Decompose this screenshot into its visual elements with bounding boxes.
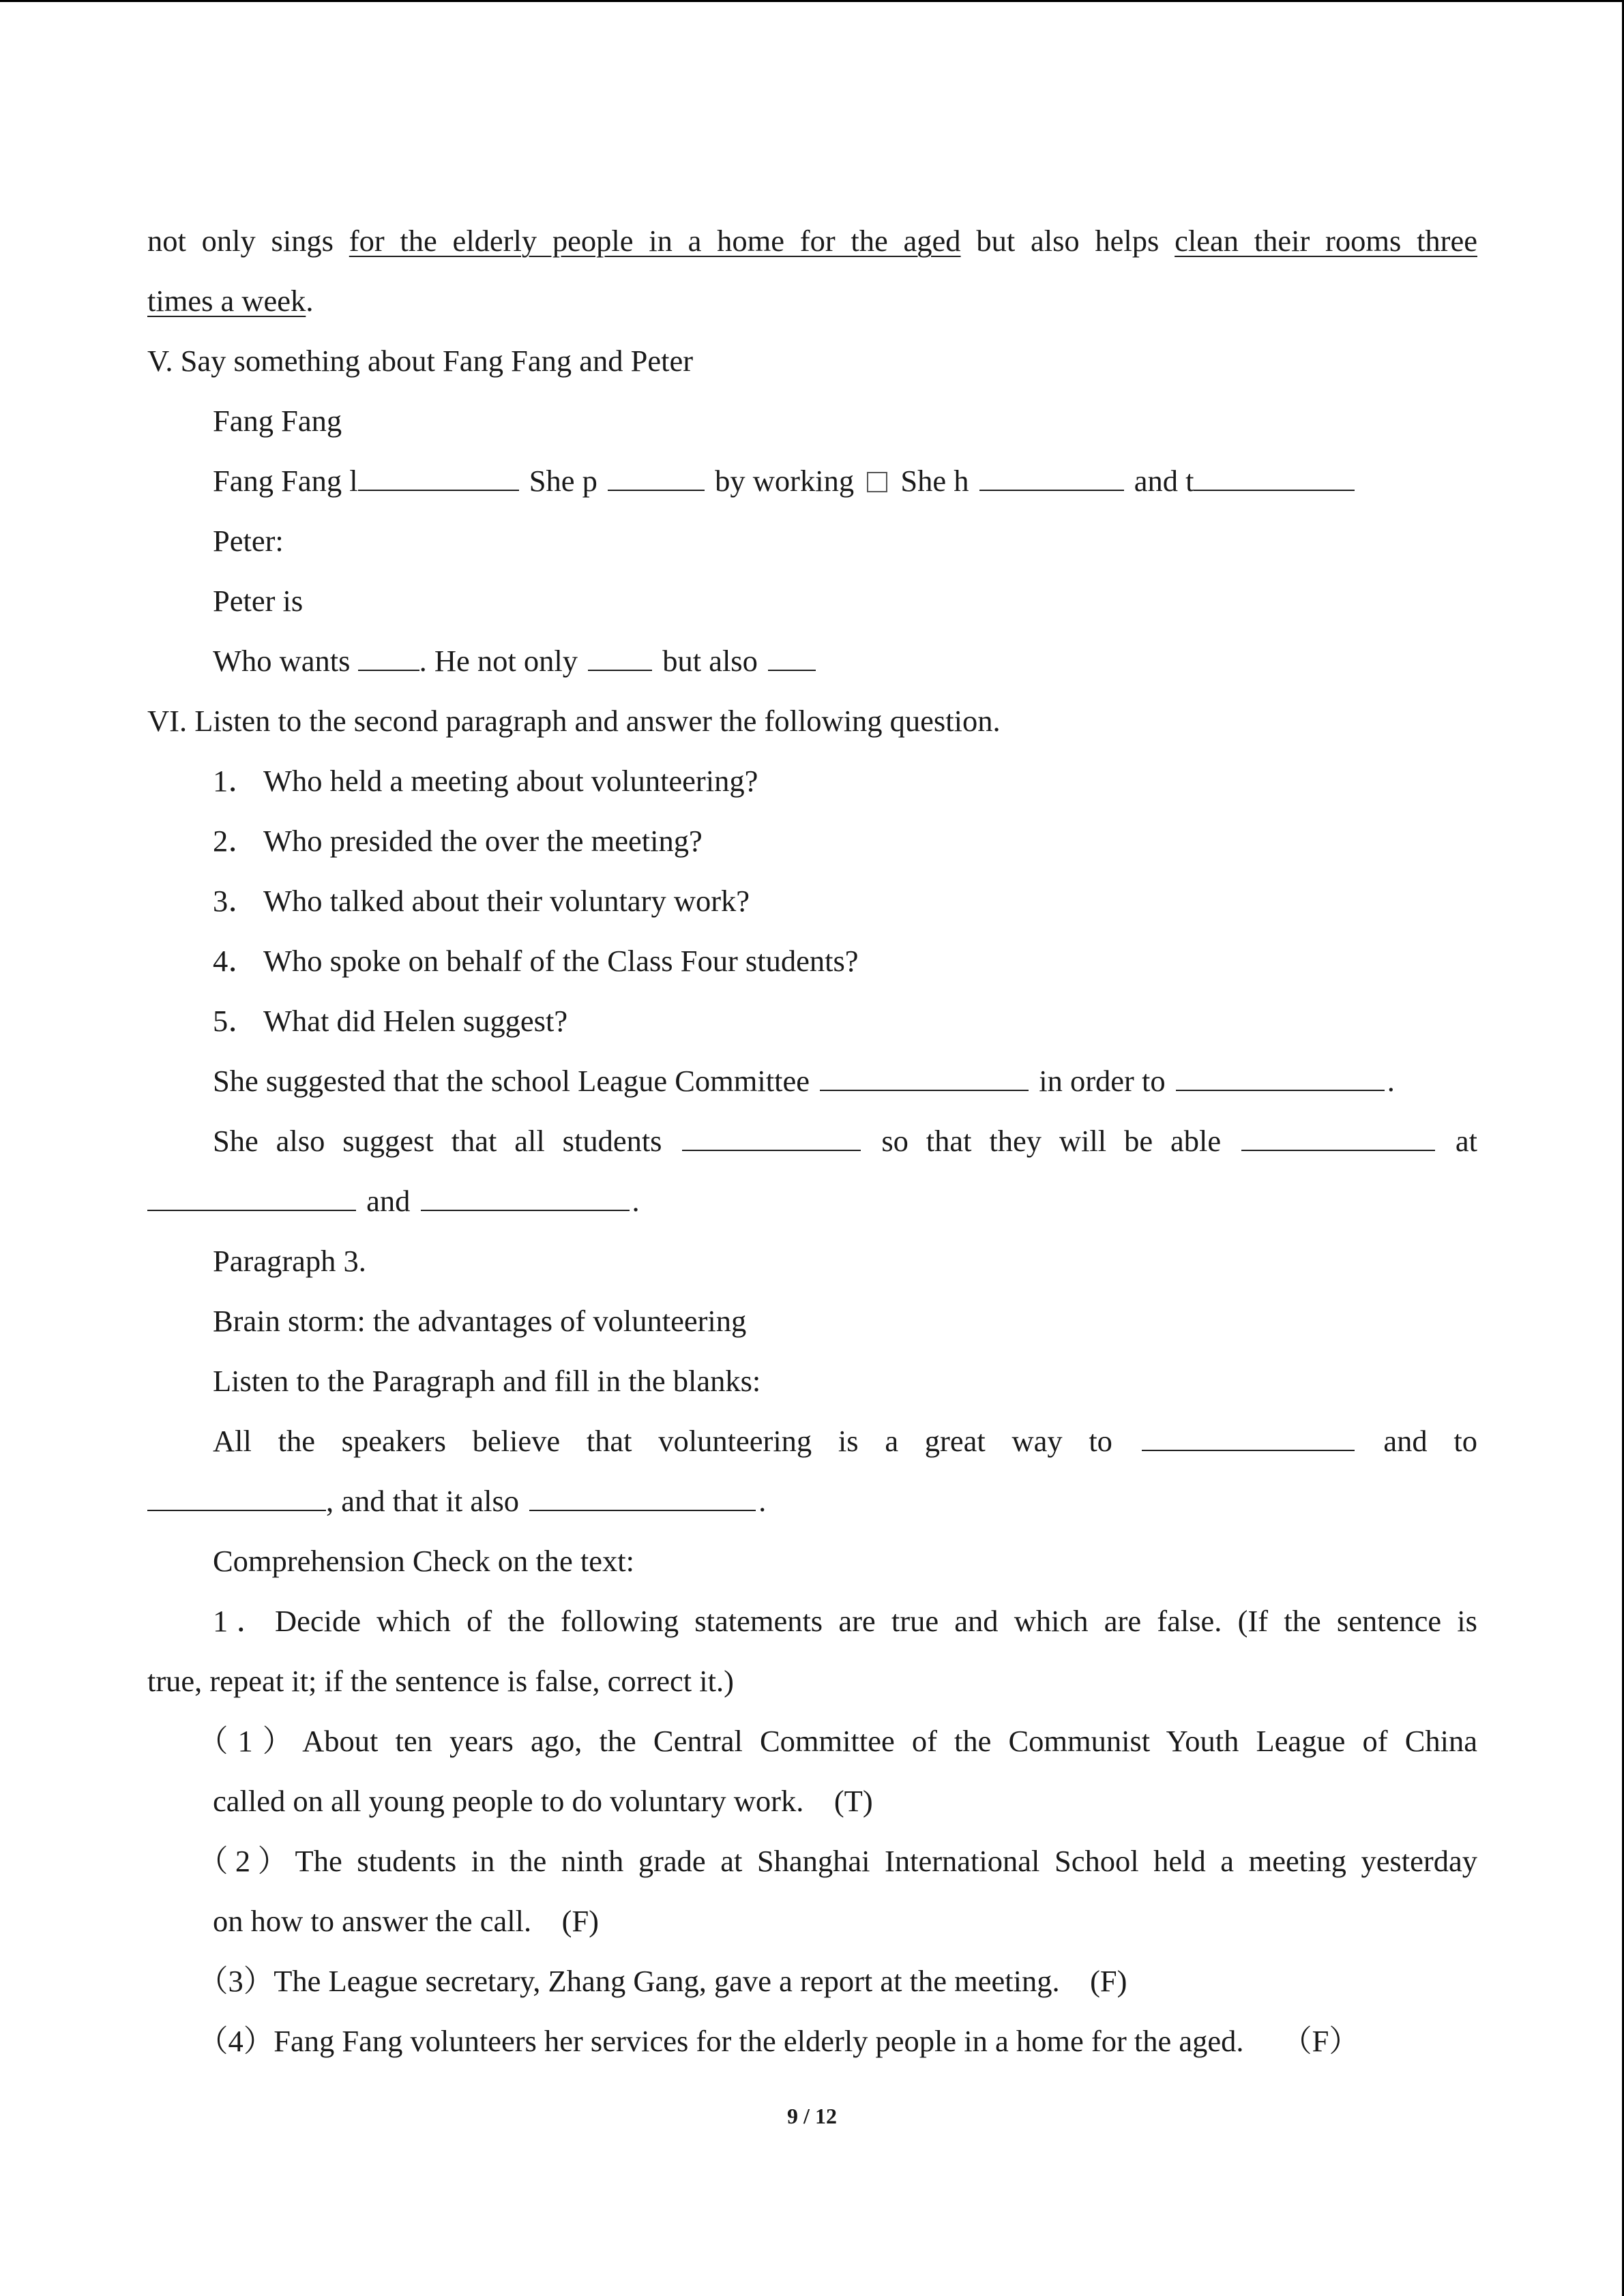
fill-blank[interactable] [1194, 465, 1355, 491]
continuation-line-1 [147, 211, 1477, 271]
question-text: Who spoke on behalf of the Class Four students? [263, 944, 859, 978]
text-run: in order to [1031, 1064, 1173, 1098]
speakers-line-1 [147, 1411, 1477, 1471]
fill-blank[interactable] [358, 645, 419, 671]
fill-blank[interactable] [820, 1065, 1029, 1091]
fill-blank[interactable] [608, 465, 705, 491]
question-number: 4． [213, 944, 259, 978]
suggestion-line-3 [147, 1171, 1477, 1231]
question-4 [147, 931, 1477, 991]
document-body [147, 211, 1477, 2071]
underlined-phrase: times a week [147, 284, 306, 318]
fill-blank[interactable] [979, 465, 1124, 491]
text-run: . [632, 1184, 640, 1218]
continuation-line-2 [147, 271, 1477, 331]
text-run: but also helps [960, 224, 1175, 258]
listen-instruction: Listen to the Paragraph and fill in the blanks: [213, 1364, 761, 1398]
text-run: . He not only [419, 644, 586, 678]
question-text: Who held a meeting about volunteering? [263, 764, 758, 798]
question-1 [147, 751, 1477, 811]
text-run: She suggested that the school League Committee [213, 1064, 818, 1098]
statement-2-line-2: on how to answer the call. (F) [213, 1904, 600, 1938]
fill-blank[interactable] [768, 645, 816, 671]
peter-title: Peter: [213, 524, 284, 558]
text-run: Who wants [213, 644, 358, 678]
question-number: 5． [213, 1004, 259, 1038]
fill-blank[interactable] [147, 1185, 356, 1211]
checkbox-glyph-icon [867, 472, 887, 492]
speakers-line-2 [147, 1471, 1477, 1531]
text-run: at [1455, 1124, 1477, 1158]
fang-fang-fill-line [147, 451, 1477, 511]
suggestion-line-1 [147, 1051, 1477, 1111]
brain-storm-line: Brain storm: the advantages of volunteering [213, 1304, 747, 1338]
fill-blank[interactable] [588, 645, 652, 671]
text-run: and t [1126, 464, 1194, 498]
question-3 [147, 871, 1477, 931]
fang-fang-title: Fang Fang [213, 404, 342, 438]
fill-blank[interactable] [147, 1485, 326, 1511]
fill-blank[interactable] [529, 1485, 756, 1511]
fill-blank[interactable] [358, 465, 519, 491]
paragraph-3-title: Paragraph 3. [213, 1244, 366, 1278]
text-run: and to [1383, 1424, 1477, 1458]
text-run: and [359, 1184, 418, 1218]
statement-1-line-1: （1）About ten years ago, the Central Committee of the Communist Youth League of China [198, 1724, 1477, 1758]
text-run: , and that it also [326, 1484, 527, 1518]
text-run: . [1387, 1064, 1395, 1098]
section-vi-heading: VI. Listen to the second paragraph and answer the following question. [147, 704, 1001, 738]
page-number: 9 / 12 [787, 2104, 837, 2128]
question-text: Who talked about their voluntary work? [263, 884, 750, 918]
text-run: not only sings [147, 224, 349, 258]
fill-blank[interactable] [682, 1125, 861, 1151]
question-text: What did Helen suggest? [263, 1004, 568, 1038]
statement-1-line-2: called on all young people to do voluntary work. (T) [213, 1784, 873, 1818]
underlined-phrase: clean their rooms three [1175, 224, 1477, 258]
statement-4: （4）Fang Fang volunteers her services for the elderly people in a home for the aged. （F） [198, 2024, 1359, 2058]
fill-blank[interactable] [1176, 1065, 1385, 1091]
text-run: so that they will be able [881, 1124, 1222, 1158]
text-run: by working [707, 464, 862, 498]
suggestion-line-2 [147, 1111, 1477, 1171]
fill-blank[interactable] [421, 1185, 630, 1211]
comprehension-q1-line-2: true, repeat it; if the sentence is false, correct it.) [147, 1664, 734, 1698]
peter-is-line: Peter is [213, 584, 304, 618]
text-run: She p [521, 464, 605, 498]
text-run: All the speakers believe that volunteering is a great way to [213, 1424, 1112, 1458]
comprehension-q1-line-1: 1．Decide which of the following statements are true and which are false. (If the sentence is [213, 1604, 1477, 1638]
section-v-heading: V. Say something about Fang Fang and Peter [147, 344, 694, 378]
text-run: Fang Fang l [213, 464, 358, 498]
fill-blank[interactable] [1241, 1125, 1435, 1151]
question-text: Who presided the over the meeting? [263, 824, 703, 858]
text-run: . [758, 1484, 767, 1518]
text-run: but also [655, 644, 765, 678]
comprehension-title: Comprehension Check on the text: [213, 1544, 634, 1578]
question-2 [147, 811, 1477, 871]
text-run: . [306, 284, 314, 318]
text-run: She h [893, 464, 977, 498]
question-number: 3． [213, 884, 259, 918]
statement-3: （3）The League secretary, Zhang Gang, gave a report at the meeting. (F) [198, 1964, 1127, 1998]
question-number: 2． [213, 824, 259, 858]
peter-fill-line [147, 631, 1477, 691]
question-5 [147, 991, 1477, 1051]
underlined-phrase: for the elderly people in a home for the aged [349, 224, 961, 258]
fill-blank[interactable] [1142, 1425, 1355, 1451]
question-number: 1． [213, 764, 259, 798]
text-run: She also suggest that all students [213, 1124, 662, 1158]
statement-2-line-1: （2）The students in the ninth grade at Shanghai International School held a meeting yesterday [198, 1844, 1477, 1878]
